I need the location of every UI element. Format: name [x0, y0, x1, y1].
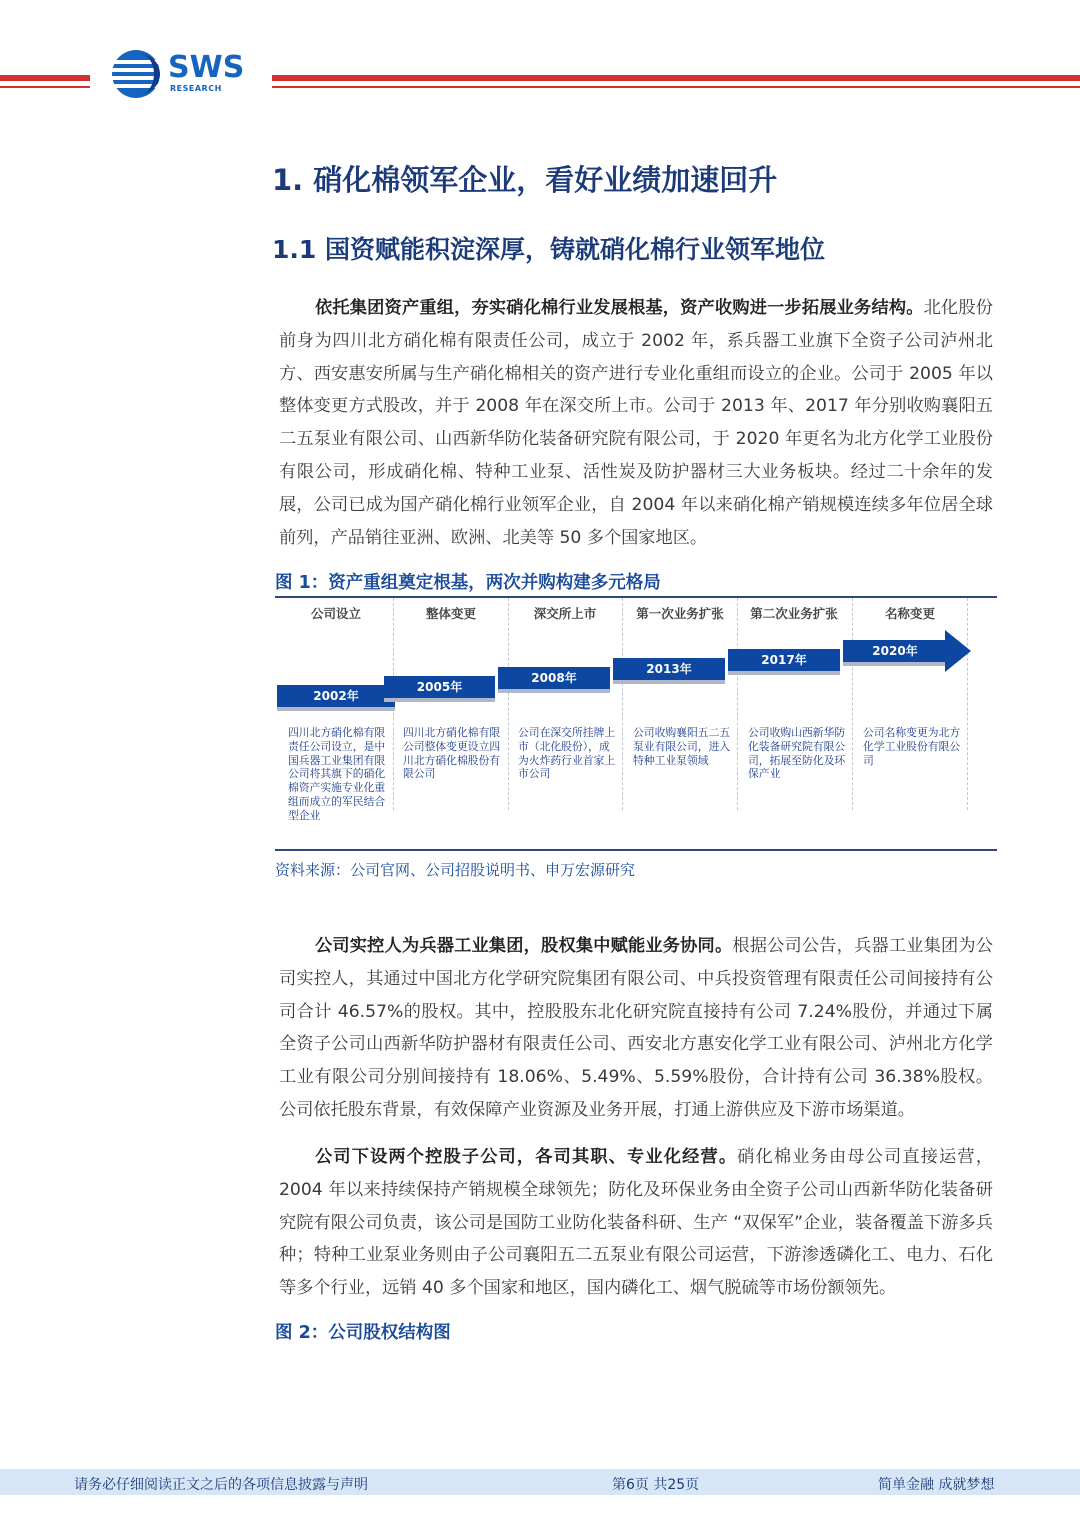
header-rule-left-thin: [0, 86, 90, 88]
arrow-right-icon: [945, 630, 971, 672]
paragraph-body: 根据公司公告，兵器工业集团为公司实控人，其通过中国北方化学研究院集团有限公司、中兵投资管理有限责任公司间接持有公司合计 46.57%的股权。其中，控股股东北化研究院直接持有公司 7.24%股份，并通过下属全资子公司山西新华防护器材有限责任公司、西安北方惠安化学工业有限公司、泸州北方化学工业有限公司分别间接持有 18.06%、5.49%、5.59%股份，合计持有公司 36.38%股权。公司依托股东背景，有效保障产业资源及业务开展，打通上游供应及下游市场渠道。: [279, 936, 993, 1120]
timeline-description: 公司收购襄阳五二五泵业有限公司，进入特种工业泵领域: [633, 726, 731, 767]
paragraph-body: 北化股份前身为四川北方硝化棉有限责任公司，成立于 2002 年，系兵器工业旗下全资子公司泸州北方、西安惠安所属与生产硝化棉相关的资产进行专业化重组而设立的企业。公司于 2005 年以整体变更方式股改，并于 2008 年在深交所上市。公司于 2013 年、2017 年分别收购襄阳五二五泵业有限公司、山西新华防化装备研究院有限公司，于 2020 年更名为北方化学工业股份有限公司，形成硝化棉、特种工业泵、活性炭及防护器材三大业务板块。经过二十余年的发展，公司已成为国产硝化棉行业领军企业，自 2004 年以来硝化棉产销规模连续多年位居全球前列，产品销往亚洲、欧洲、北美等 50 多个国家地区。: [279, 298, 993, 548]
footer-disclaimer: 请务必仔细阅读正文之后的各项信息披露与声明: [74, 1477, 368, 1493]
figure-1-timeline: [275, 598, 997, 848]
logo-subtext: RESEARCH: [170, 84, 222, 93]
timeline-title: 深交所上市: [533, 606, 597, 621]
timeline-year-step: 2017年: [728, 649, 840, 671]
timeline-description: 公司收购山西新华防化装备研究院有限公司，拓展至防化及环保产业: [748, 726, 846, 781]
paragraph-subsidiaries: [279, 1141, 993, 1305]
paragraph-ownership: [279, 930, 993, 1127]
column-divider: [737, 598, 738, 810]
timeline-year-step: 2008年: [498, 667, 610, 689]
timeline-title: 第一次业务扩张: [636, 606, 724, 621]
paragraph-lead: 依托集团资产重组，夯实硝化棉行业发展根基，资产收购进一步拓展业务结构。: [315, 298, 924, 318]
timeline-title: 名称变更: [884, 606, 935, 621]
footer-slogan: 简单金融 成就梦想: [878, 1477, 995, 1493]
timeline-description: 公司在深交所挂牌上市（北化股份），成为火炸药行业首家上市公司: [518, 726, 616, 781]
page-number: 第6页 共25页: [612, 1477, 700, 1493]
globe-logo-icon: [110, 48, 162, 100]
figure-1-bottom-rule: [275, 849, 997, 851]
paragraph-lead: 公司实控人为兵器工业集团，股权集中赋能业务协同。: [315, 936, 733, 956]
figure-2-caption: 图 2：公司股权结构图: [275, 1323, 451, 1343]
timeline-description: 四川北方硝化棉有限责任公司设立，是中国兵器工业集团有限公司将其旗下的硝化棉资产实施专业化重组而成立的军民结合型企业: [288, 726, 386, 822]
header-rule-right: [272, 75, 1080, 81]
header-rule-right-thin: [272, 86, 1080, 88]
timeline-description: 四川北方硝化棉有限公司整体变更设立四川北方硝化棉股份有限公司: [403, 726, 501, 781]
timeline-year-step: 2020年: [843, 640, 947, 662]
column-divider: [622, 598, 623, 810]
timeline-title: 第二次业务扩张: [750, 606, 838, 621]
figure-1-caption: 图 1：资产重组奠定根基，两次并购构建多元格局: [275, 573, 661, 593]
paragraph-body: 硝化棉业务由母公司直接运营，2004 年以来持续保持产销规模全球领先；防化及环保业务由全资子公司山西新华防化装备研究院有限公司负责，该公司是国防工业防化装备科研、生产 “双保军”企业，装备覆盖下游多兵种；特种工业泵业务则由子公司襄阳五二五泵业有限公司运营，下游渗透磷化工、电力、石化等多个行业，远销 40 多个国家和地区，国内磷化工、烟气脱硫等市场份额领先。: [279, 1147, 993, 1299]
figure-1-source: 资料来源：公司官网、公司招股说明书、申万宏源研究: [275, 861, 636, 879]
timeline-title: 整体变更: [425, 606, 476, 621]
column-divider: [508, 598, 509, 810]
paragraph-lead: 公司下设两个控股子公司，各司其职、专业化经营。: [315, 1147, 738, 1167]
timeline-description: 公司名称变更为北方化学工业股份有限公司: [863, 726, 961, 767]
column-divider: [852, 598, 853, 810]
subsection-heading: 1.1 国资赋能积淀深厚，铸就硝化棉行业领军地位: [272, 235, 825, 264]
timeline-year-step: 2002年: [277, 685, 395, 707]
logo-text: SWS: [168, 50, 245, 85]
header-rule-left: [0, 75, 90, 81]
paragraph-history: [279, 292, 993, 554]
section-heading: 1. 硝化棉领军企业，看好业绩加速回升: [272, 163, 778, 197]
timeline-year-step: 2005年: [384, 676, 495, 698]
timeline-year-step: 2013年: [613, 658, 725, 680]
timeline-title: 公司设立: [310, 606, 361, 621]
sws-logo: [110, 48, 260, 100]
